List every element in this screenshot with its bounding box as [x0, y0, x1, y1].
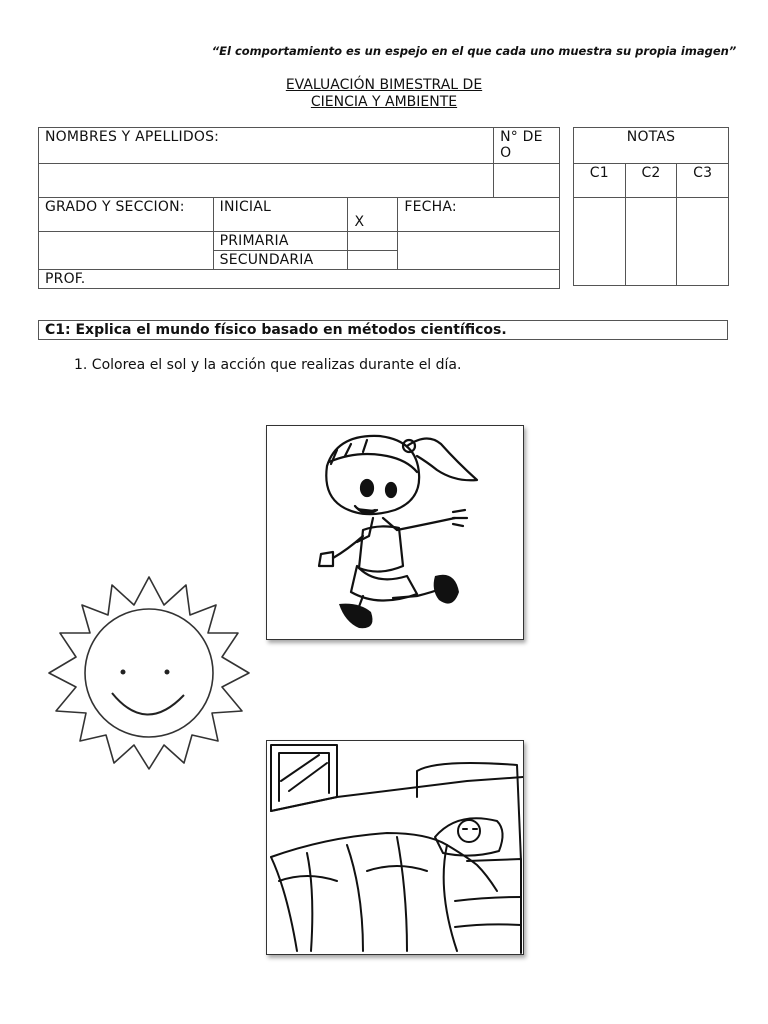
inicial-label: INICIAL	[213, 198, 348, 232]
number-field[interactable]	[494, 164, 560, 198]
date-label: FECHA:	[398, 198, 560, 232]
secundaria-label: SECUNDARIA	[213, 251, 348, 270]
page-title-line2: CIENCIA Y AMBIENTE	[310, 94, 458, 110]
grades-table	[573, 127, 729, 286]
names-label: NOMBRES Y APELLIDOS:	[39, 128, 494, 164]
primaria-label: PRIMARIA	[213, 232, 348, 251]
header-quote: “El comportamiento es un espejo en el que cada uno muestra su propia imagen”	[211, 44, 737, 58]
date-field[interactable]	[398, 232, 560, 270]
grade-label: GRADO Y SECCION:	[39, 198, 214, 232]
grade-cell-c1[interactable]	[574, 198, 626, 286]
grade-cell-c3[interactable]	[677, 198, 729, 286]
primaria-mark[interactable]	[348, 232, 398, 251]
student-info-table	[38, 127, 560, 289]
child-sleeping-drawing	[266, 740, 524, 955]
secundaria-mark[interactable]	[348, 251, 398, 270]
page-title-line1: EVALUACIÓN BIMESTRAL DE	[285, 77, 483, 93]
grades-title: NOTAS	[574, 128, 729, 164]
number-label: N° DE O	[494, 128, 560, 164]
girl-running-drawing	[266, 425, 524, 640]
question-1: 1. Colorea el sol y la acción que realizas durante el día.	[74, 357, 462, 373]
grade-col-c3: C3	[677, 164, 729, 198]
grade-cell-c2[interactable]	[625, 198, 677, 286]
inicial-mark[interactable]: X	[348, 198, 398, 232]
grade-field[interactable]	[39, 232, 214, 270]
grade-col-c2: C2	[625, 164, 677, 198]
competence-heading: C1: Explica el mundo físico basado en métodos científicos.	[38, 320, 728, 340]
grade-col-c1: C1	[574, 164, 626, 198]
sun-drawing	[46, 575, 252, 771]
prof-label: PROF.	[39, 270, 560, 289]
names-field[interactable]	[39, 164, 494, 198]
